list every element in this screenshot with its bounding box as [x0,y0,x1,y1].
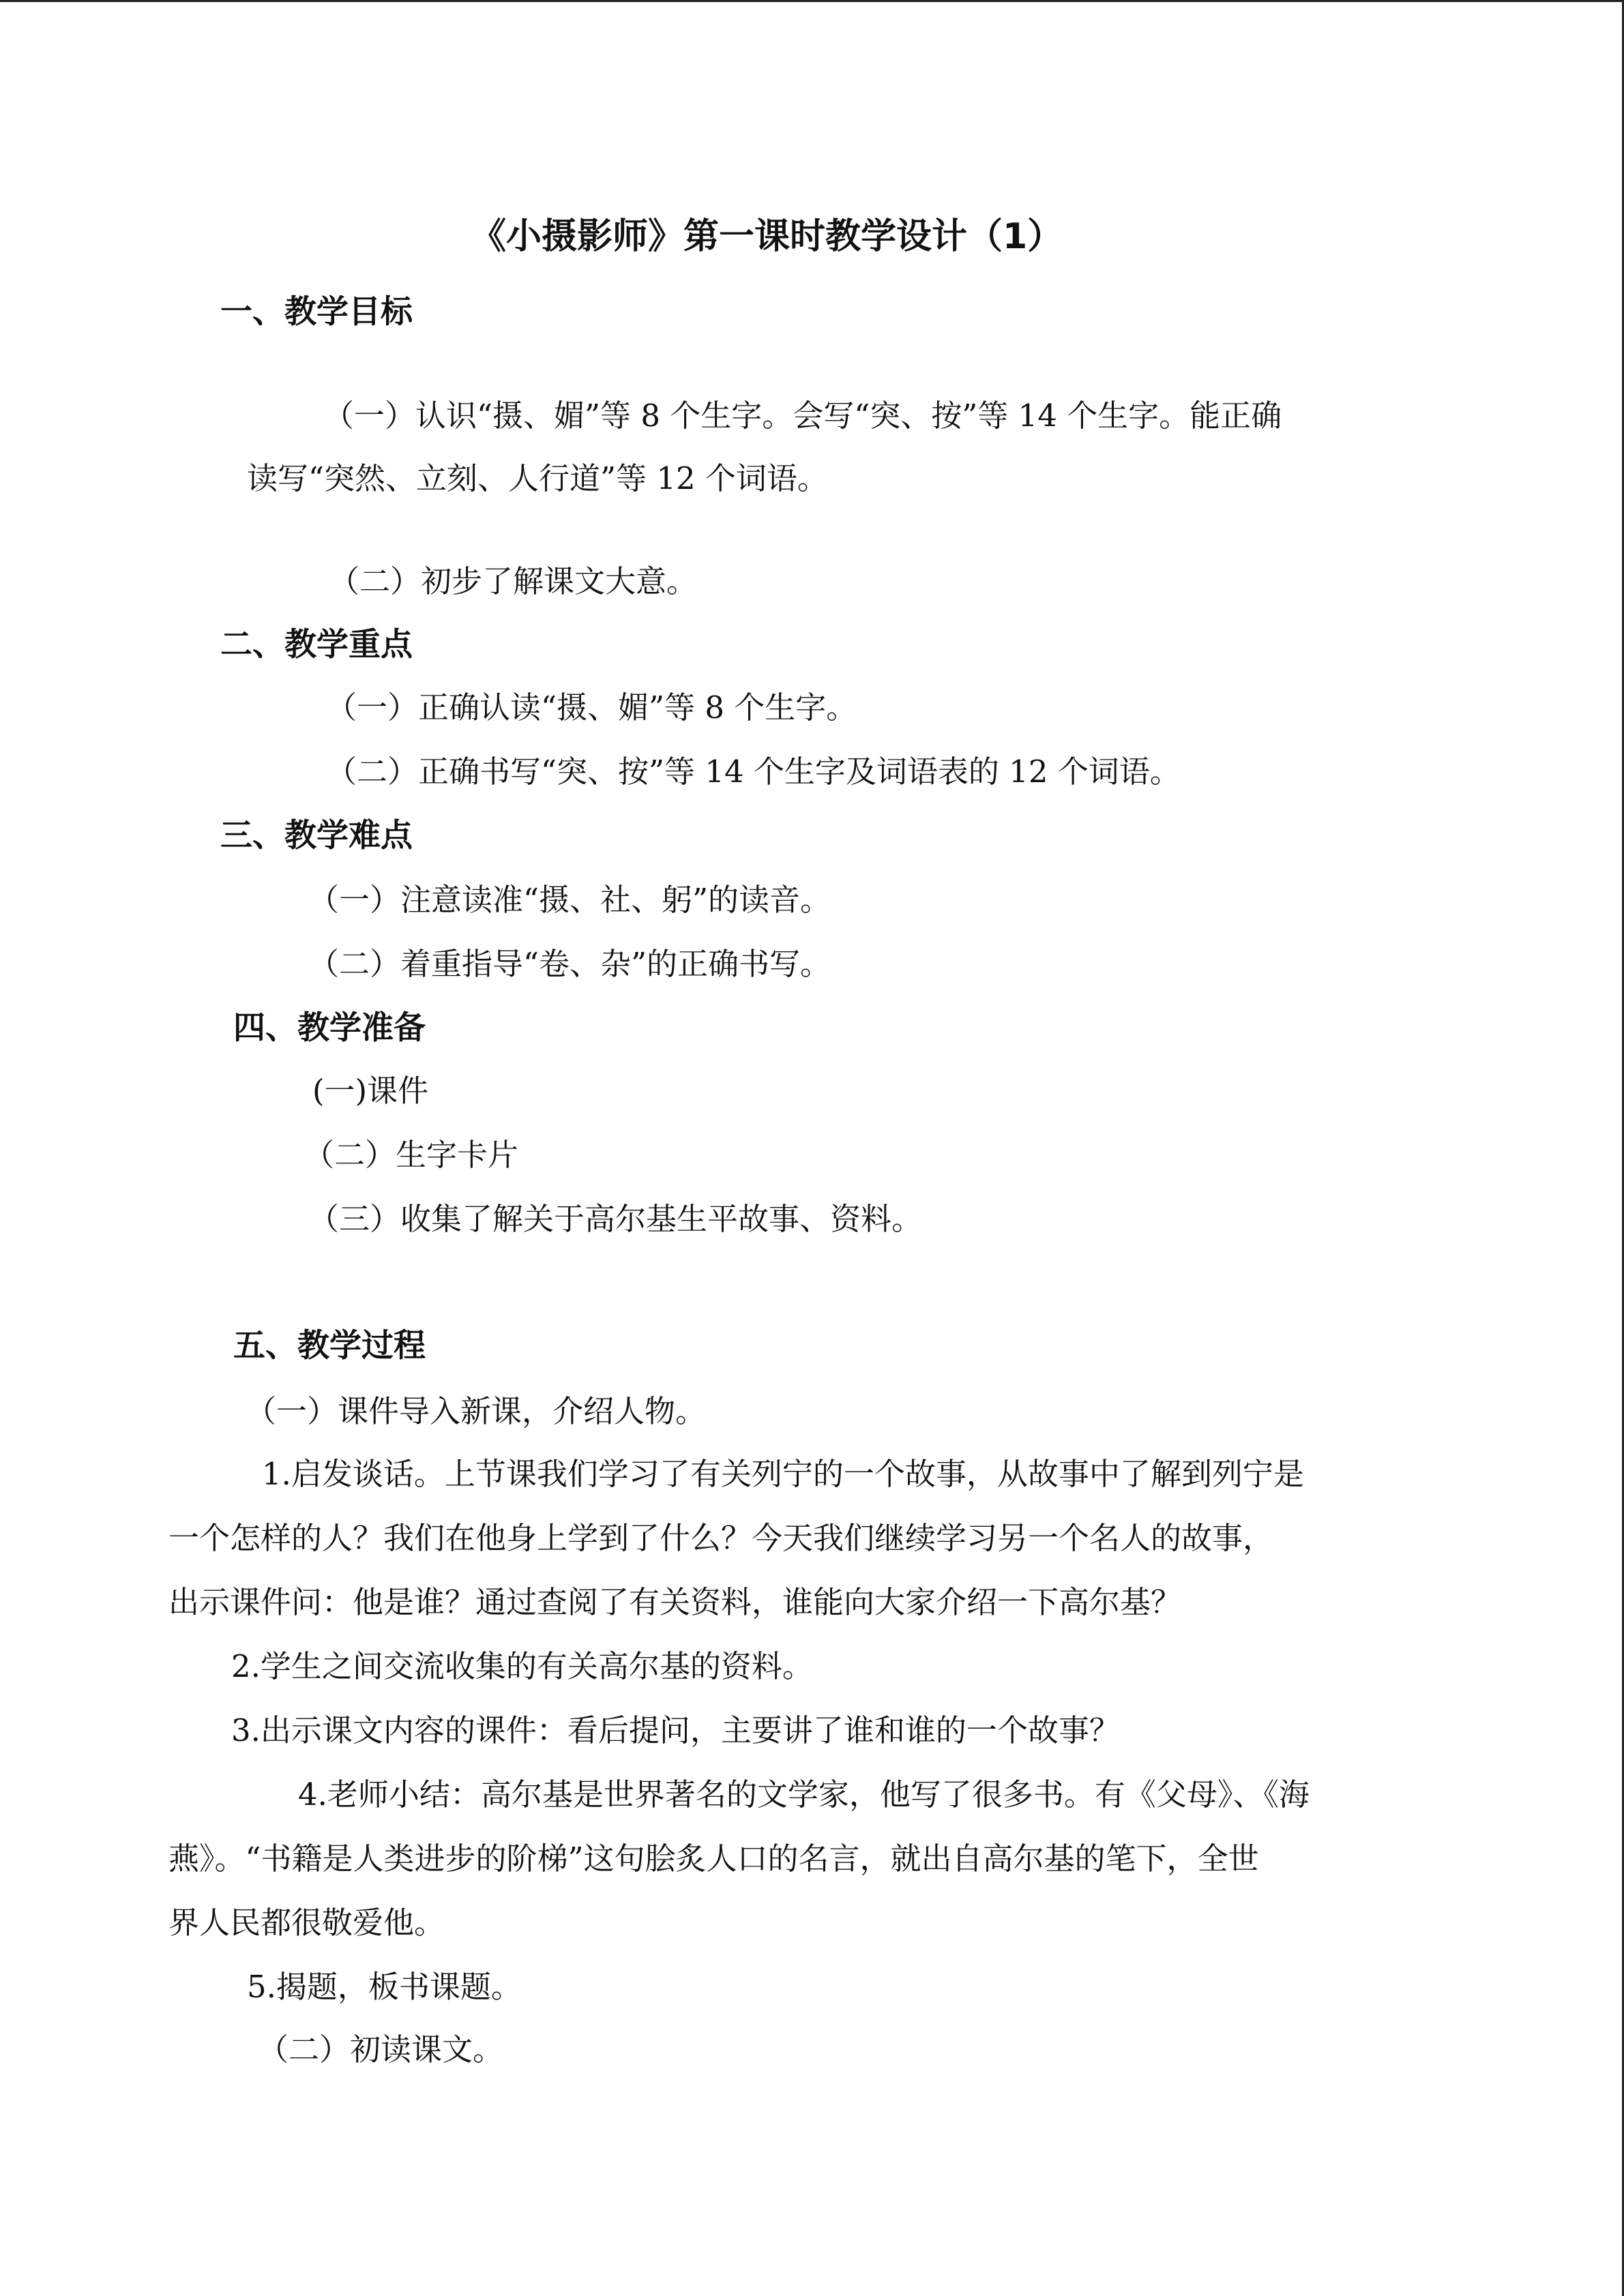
process-line-9: 界人民都很敬爱他。 [168,1905,445,1941]
process-line-7: 4.老师小结：高尔基是世界著名的文学家，他写了很多书。有《父母》、《海 [298,1776,1310,1813]
process-line-11: （二）初读课文。 [258,2031,504,2068]
process-line-6: 3.出示课文内容的课件：看后提问，主要讲了谁和谁的一个故事？ [231,1712,1120,1748]
top-border [0,0,1624,2]
preparation-line-2: （二）生字卡片 [304,1137,519,1173]
process-line-10: 5.揭题，板书课题。 [247,1969,522,2005]
preparation-line-1: (一)课件 [312,1073,429,1109]
process-line-3: 一个怎样的人？我们在他身上学到了什么？今天我们继续学习另一个名人的故事， [168,1520,1274,1556]
difficulty-line-1: （一）注意读准“摄、社、躬”的读音。 [308,882,831,918]
process-line-5: 2.学生之间交流收集的有关高尔基的资料。 [231,1648,813,1684]
section-heading-objectives: 一、教学目标 [220,293,413,331]
objective-line-2: 读写“突然、立刻、人行道”等 12 个词语。 [247,460,828,496]
process-line-4: 出示课件问：他是谁？通过查阅了有关资料，谁能向大家介绍一下高尔基？ [168,1584,1182,1620]
section-heading-process: 五、教学过程 [233,1327,426,1365]
difficulty-line-2: （二）着重指导“卷、杂”的正确书写。 [308,946,831,982]
process-line-1: （一）课件导入新课，介绍人物。 [246,1393,707,1429]
section-heading-difficulties: 三、教学难点 [220,817,413,854]
preparation-line-3: （三）收集了解关于高尔基生平故事、资料。 [308,1201,923,1237]
process-line-8: 燕》。“书籍是人类进步的阶梯”这句脍炙人口的名言，就出自高尔基的笔下，全世 [168,1840,1259,1877]
section-heading-key-points: 二、教学重点 [220,626,413,664]
document-title: 《小摄影师》第一课时教学设计（1） [471,216,1063,257]
key-point-line-2: （二）正确书写“突、按”等 14 个生字及词语表的 12 个词语。 [326,754,1181,790]
objective-line-1: （一）认识“摄、媚”等 8 个生字。会写“突、按”等 14 个生字。能正确 [323,398,1282,434]
section-heading-preparation: 四、教学准备 [233,1009,426,1047]
key-point-line-1: （一）正确认读“摄、媚”等 8 个生字。 [326,689,857,726]
process-line-2: 1.启发谈话。上节课我们学习了有关列宁的一个故事，从故事中了解到列宁是 [262,1456,1304,1492]
objective-line-3: （二）初步了解课文大意。 [329,563,698,599]
